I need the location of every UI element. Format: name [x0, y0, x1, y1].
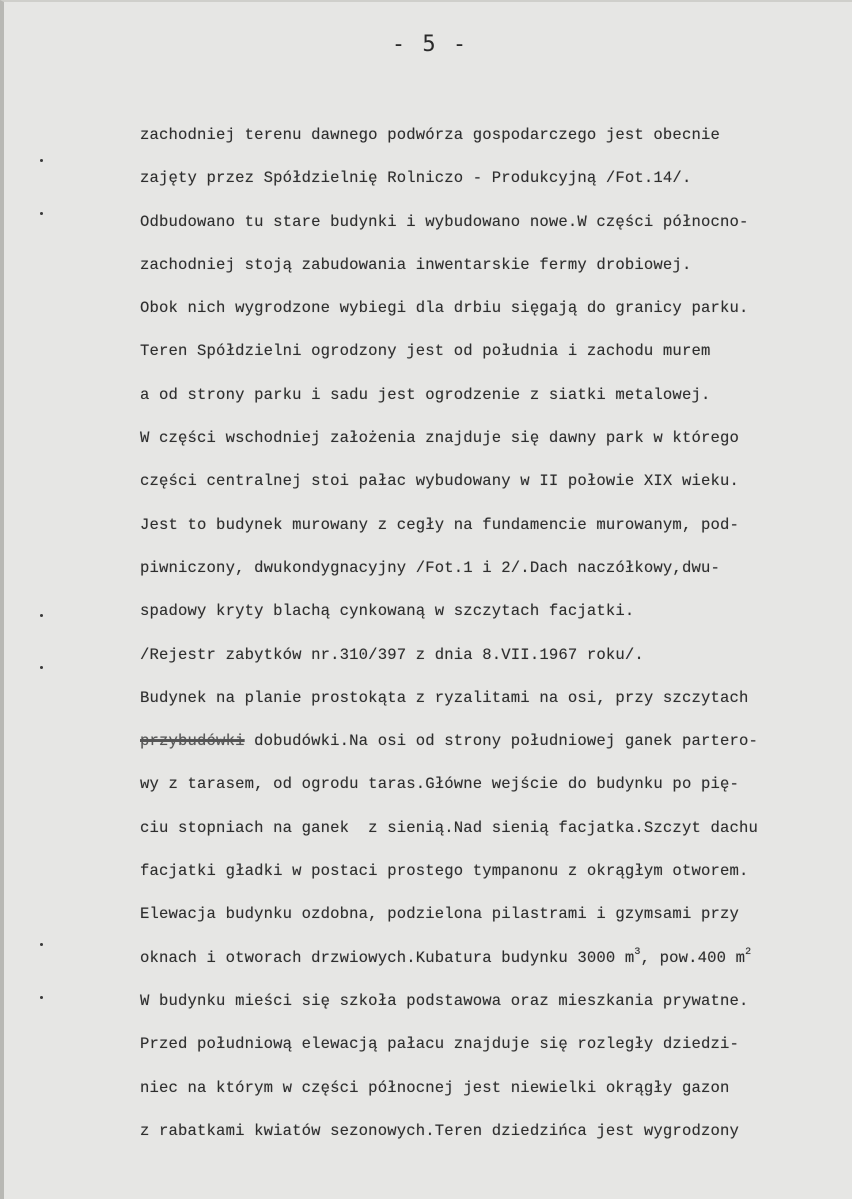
text-line: przybudówki dobudówki.Na osi od strony południowej ganek parterо-	[140, 732, 759, 751]
text-line: a od strony parku i sadu jest ogrodzenie z siatki metalowej.	[140, 385, 711, 404]
text-line: facjatki gładki w postaci prostego tympanonu z okrągłym otworem.	[140, 862, 749, 881]
text-line: spadowy kryty blachą cynkowaną w szczytach facjatki.	[140, 602, 635, 621]
margin-mark	[40, 943, 43, 946]
text-line: Budynek na planie prostokąta z ryzalitami na osi, przy szczytach	[140, 688, 749, 707]
text-line: Jest to budynek murowany z cegły na fundamencie murowanym, pod-	[140, 515, 739, 534]
text-line: ciu stopniach na ganek z sienią.Nad sienią facjatka.Szczyt dachu	[140, 818, 759, 837]
margin-mark	[40, 159, 43, 162]
margin-mark	[40, 666, 43, 669]
text-line: niec na którym w części północnej jest niewielki okrągły gazon	[140, 1078, 730, 1097]
struck-out-word: przybudówki	[140, 732, 245, 751]
text-line: oknach i otworach drzwiowych.Kubatura budynku 3000 $m^3$, pow.400 $m^2$	[140, 946, 752, 967]
text-line: Obok nich wygrodzone wybiegi dla drbiu sięgają do granicy parku.	[140, 299, 749, 318]
text-line: W budynku mieści się szkoła podstawowa oraz mieszkania prywatne.	[140, 991, 749, 1010]
text-line: /Rejestr zabytków nr.310/397 z dnia 8.VII.1967 roku/.	[140, 645, 644, 664]
text-line: Przed południową elewacją pałacu znajduje się rozległy dziedzi-	[140, 1035, 739, 1054]
superscript: 2	[745, 946, 752, 958]
text-line: Teren Spółdzielni ogrodzony jest od południa i zachodu murem	[140, 342, 711, 361]
text-line: z rabatkami kwiatów sezonowych.Teren dziedzińca jest wygrodzony	[140, 1121, 739, 1140]
margin-mark	[40, 212, 43, 215]
text-line: Odbudowano tu stare budynki i wybudowano nowe.W części północno-	[140, 212, 749, 231]
text-line: zajęty przez Spółdzielnię Rolniczo - Produkcyjną /Fot.14/.	[140, 169, 692, 188]
text-line: zachodniej terenu dawnego podwórza gospodarczego jest obecnie	[140, 126, 720, 144]
text-line: piwniczony, dwukondygnacyjny /Fot.1 i 2/.Dach naczółkowy,dwu-	[140, 558, 720, 577]
margin-mark	[40, 614, 43, 617]
text-line: części centralnej stoi pałac wybudowany w II połowie XIX wieku.	[140, 472, 739, 491]
superscript: 3	[634, 946, 641, 958]
text-line: zachodniej stoją zabudowania inwentarskie fermy drobiowej.	[140, 255, 692, 274]
text-line: Elewacja budynku ozdobna, podzielona pilastrami i gzymsami przy	[140, 905, 739, 924]
text-line: wy z tarasem, od ogrodu taras.Główne wejście do budynku po pię-	[140, 775, 739, 794]
body-text	[140, 114, 840, 1153]
page-number: - 5 -	[391, 32, 469, 57]
margin-mark	[40, 996, 43, 999]
text-line: W części wschodniej założenia znajduje się dawny park w którego	[140, 429, 739, 448]
